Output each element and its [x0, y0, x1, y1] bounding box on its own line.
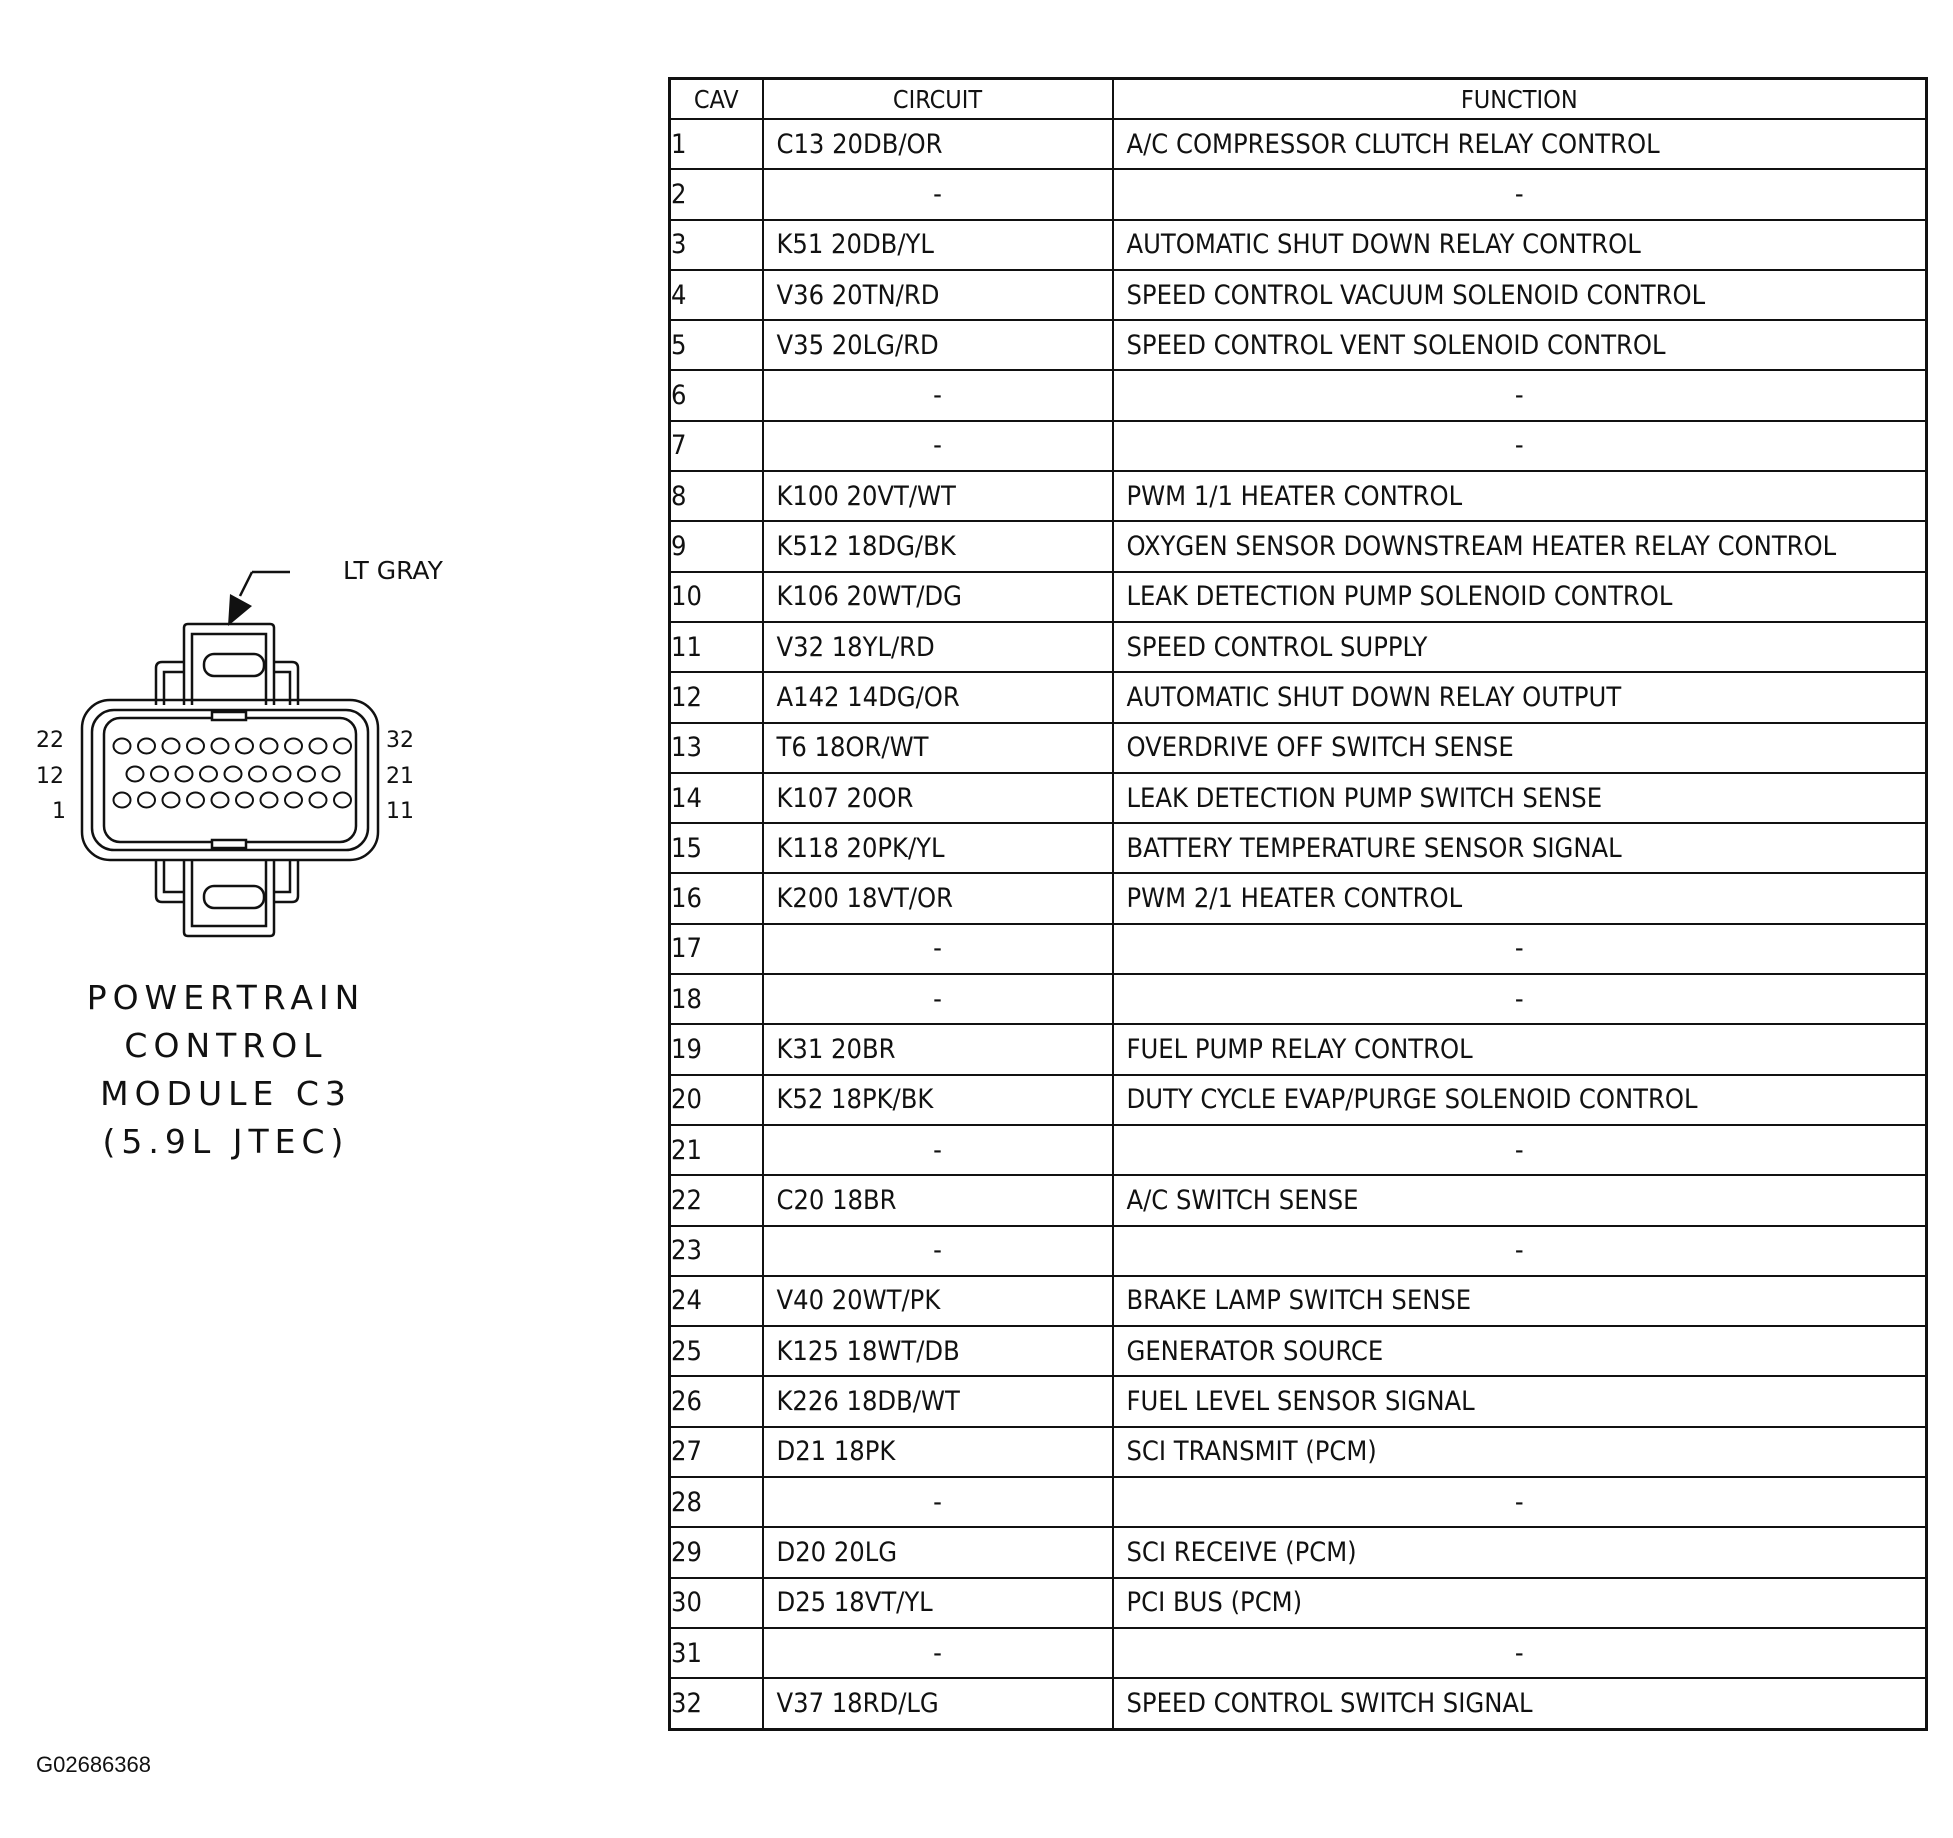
pin-hole	[334, 739, 351, 754]
table-row	[670, 1376, 1927, 1426]
table-row	[670, 320, 1927, 370]
circuit-cell: K226 18DB/WT	[763, 1376, 1113, 1426]
pin-hole	[187, 793, 204, 808]
pinout-table	[668, 77, 1928, 1731]
pin-hole	[298, 767, 315, 782]
table-row	[670, 270, 1927, 320]
table-row	[670, 823, 1927, 873]
function-cell: BATTERY TEMPERATURE SENSOR SIGNAL	[1113, 823, 1927, 873]
circuit-cell: C20 18BR	[763, 1175, 1113, 1225]
table-row	[670, 672, 1927, 722]
cav-cell: 11	[670, 622, 763, 672]
function-cell: SPEED CONTROL SWITCH SIGNAL	[1113, 1678, 1927, 1729]
cav-cell: 13	[670, 723, 763, 773]
function-cell: -	[1113, 169, 1927, 219]
function-cell: BRAKE LAMP SWITCH SENSE	[1113, 1276, 1927, 1326]
cav-cell: 23	[670, 1226, 763, 1276]
function-cell: -	[1113, 924, 1927, 974]
cav-cell: 26	[670, 1376, 763, 1426]
connector-title-line-1: POWERTRAIN	[86, 978, 366, 1017]
circuit-cell: -	[763, 1628, 1113, 1678]
table-row	[670, 521, 1927, 571]
table-row	[670, 622, 1927, 672]
cav-cell: 2	[670, 169, 763, 219]
cav-cell: 3	[670, 220, 763, 270]
connector-top-latch	[156, 624, 298, 705]
function-cell: PWM 2/1 HEATER CONTROL	[1113, 873, 1927, 923]
table-row	[670, 471, 1927, 521]
function-cell: AUTOMATIC SHUT DOWN RELAY OUTPUT	[1113, 672, 1927, 722]
cav-cell: 7	[670, 421, 763, 471]
table-row	[670, 723, 1927, 773]
table-row	[670, 1175, 1927, 1225]
function-cell: FUEL PUMP RELAY CONTROL	[1113, 1024, 1927, 1074]
connector-color-label: LT GRAY	[343, 556, 443, 585]
table-row	[670, 1427, 1927, 1477]
circuit-cell: K125 18WT/DB	[763, 1326, 1113, 1376]
circuit-cell: K100 20VT/WT	[763, 471, 1113, 521]
table-row	[670, 1477, 1927, 1527]
table-row	[670, 169, 1927, 219]
table-row	[670, 1527, 1927, 1577]
table-row	[670, 119, 1927, 169]
table-row	[670, 924, 1927, 974]
connector-bottom-latch	[156, 860, 298, 936]
table-row	[670, 1578, 1927, 1628]
circuit-cell: V35 20LG/RD	[763, 320, 1113, 370]
circuit-cell: K118 20PK/YL	[763, 823, 1113, 873]
table-row	[670, 1628, 1927, 1678]
circuit-cell: -	[763, 974, 1113, 1024]
pin-hole	[138, 739, 155, 754]
circuit-cell: K512 18DG/BK	[763, 521, 1113, 571]
pin-hole	[249, 767, 266, 782]
pin-hole	[323, 767, 340, 782]
cav-cell: 18	[670, 974, 763, 1024]
function-cell: OVERDRIVE OFF SWITCH SENSE	[1113, 723, 1927, 773]
table-row	[670, 773, 1927, 823]
cav-cell: 27	[670, 1427, 763, 1477]
circuit-cell: -	[763, 370, 1113, 420]
circuit-cell: -	[763, 421, 1113, 471]
circuit-cell: K107 20OR	[763, 773, 1113, 823]
table-row	[670, 1024, 1927, 1074]
pin-hole	[236, 793, 253, 808]
pin-hole	[212, 793, 229, 808]
circuit-cell: A142 14DG/OR	[763, 672, 1113, 722]
pin-hole	[163, 793, 180, 808]
function-cell: LEAK DETECTION PUMP SOLENOID CONTROL	[1113, 572, 1927, 622]
cav-cell: 10	[670, 572, 763, 622]
table-row	[670, 974, 1927, 1024]
connector-diagram	[0, 0, 480, 1000]
connector-title-line-4: (5.9L JTEC)	[102, 1122, 350, 1161]
cav-cell: 29	[670, 1527, 763, 1577]
circuit-cell: V37 18RD/LG	[763, 1678, 1113, 1729]
pin-hole	[127, 767, 144, 782]
pin-label-12: 12	[36, 764, 64, 789]
function-cell: FUEL LEVEL SENSOR SIGNAL	[1113, 1376, 1927, 1426]
pin-hole	[285, 793, 302, 808]
function-cell: DUTY CYCLE EVAP/PURGE SOLENOID CONTROL	[1113, 1075, 1927, 1125]
image-id: G02686368	[36, 1752, 151, 1777]
function-cell: SPEED CONTROL VENT SOLENOID CONTROL	[1113, 320, 1927, 370]
circuit-cell: K106 20WT/DG	[763, 572, 1113, 622]
function-cell: -	[1113, 1125, 1927, 1175]
circuit-cell: V40 20WT/PK	[763, 1276, 1113, 1326]
cav-cell: 30	[670, 1578, 763, 1628]
function-cell: -	[1113, 1477, 1927, 1527]
pin-label-21: 21	[386, 764, 414, 789]
pin-holes	[114, 739, 352, 808]
header-cav: CAV	[670, 79, 763, 120]
pin-hole	[200, 767, 217, 782]
circuit-cell: D21 18PK	[763, 1427, 1113, 1477]
pin-hole	[334, 793, 351, 808]
cav-cell: 16	[670, 873, 763, 923]
cav-cell: 25	[670, 1326, 763, 1376]
pin-label-11: 11	[386, 799, 414, 824]
circuit-cell: -	[763, 1477, 1113, 1527]
function-cell: -	[1113, 421, 1927, 471]
cav-cell: 24	[670, 1276, 763, 1326]
cav-cell: 4	[670, 270, 763, 320]
function-cell: PWM 1/1 HEATER CONTROL	[1113, 471, 1927, 521]
pin-hole	[114, 793, 131, 808]
table-row	[670, 220, 1927, 270]
function-cell: SCI RECEIVE (PCM)	[1113, 1527, 1927, 1577]
circuit-cell: -	[763, 169, 1113, 219]
pin-hole	[163, 739, 180, 754]
cav-cell: 9	[670, 521, 763, 571]
circuit-cell: K52 18PK/BK	[763, 1075, 1113, 1125]
pin-hole	[261, 739, 278, 754]
table-row	[670, 1276, 1927, 1326]
function-cell: OXYGEN SENSOR DOWNSTREAM HEATER RELAY CONTROL	[1113, 521, 1927, 571]
function-cell: -	[1113, 1226, 1927, 1276]
header-function: FUNCTION	[1113, 79, 1927, 120]
function-cell: A/C SWITCH SENSE	[1113, 1175, 1927, 1225]
table-row	[670, 873, 1927, 923]
cav-cell: 20	[670, 1075, 763, 1125]
pin-hole	[225, 767, 242, 782]
cav-cell: 22	[670, 1175, 763, 1225]
circuit-cell: -	[763, 924, 1113, 974]
table-row	[670, 1326, 1927, 1376]
circuit-cell: K51 20DB/YL	[763, 220, 1113, 270]
table-row	[670, 1678, 1927, 1729]
function-cell: -	[1113, 1628, 1927, 1678]
function-cell: SCI TRANSMIT (PCM)	[1113, 1427, 1927, 1477]
circuit-cell: -	[763, 1125, 1113, 1175]
circuit-cell: D20 20LG	[763, 1527, 1113, 1577]
function-cell: LEAK DETECTION PUMP SWITCH SENSE	[1113, 773, 1927, 823]
function-cell: SPEED CONTROL VACUUM SOLENOID CONTROL	[1113, 270, 1927, 320]
pin-hole	[310, 739, 327, 754]
table-row	[670, 1125, 1927, 1175]
pin-label-22: 22	[36, 728, 64, 753]
connector-title-line-3: MODULE C3	[100, 1074, 352, 1113]
circuit-cell: D25 18VT/YL	[763, 1578, 1113, 1628]
pin-hole	[187, 739, 204, 754]
connector-title-line-2: CONTROL	[124, 1026, 328, 1065]
cav-cell: 17	[670, 924, 763, 974]
table-row	[670, 1075, 1927, 1125]
cav-cell: 1	[670, 119, 763, 169]
function-cell: -	[1113, 974, 1927, 1024]
pin-hole	[274, 767, 291, 782]
function-cell: -	[1113, 370, 1927, 420]
table-row	[670, 572, 1927, 622]
cav-cell: 12	[670, 672, 763, 722]
pin-hole	[151, 767, 168, 782]
circuit-cell: -	[763, 1226, 1113, 1276]
cav-cell: 15	[670, 823, 763, 873]
cav-cell: 8	[670, 471, 763, 521]
pin-hole	[285, 739, 302, 754]
circuit-cell: C13 20DB/OR	[763, 119, 1113, 169]
circuit-cell: T6 18OR/WT	[763, 723, 1113, 773]
header-circuit: CIRCUIT	[763, 79, 1113, 120]
pin-label-1: 1	[52, 799, 66, 824]
pinout-body	[670, 119, 1927, 1730]
pin-hole	[236, 739, 253, 754]
circuit-cell: V32 18YL/RD	[763, 622, 1113, 672]
table-row	[670, 421, 1927, 471]
pin-hole	[212, 739, 229, 754]
cav-cell: 19	[670, 1024, 763, 1074]
cav-cell: 28	[670, 1477, 763, 1527]
pin-hole	[261, 793, 278, 808]
cav-cell: 5	[670, 320, 763, 370]
function-cell: AUTOMATIC SHUT DOWN RELAY CONTROL	[1113, 220, 1927, 270]
table-header-row	[670, 79, 1927, 120]
circuit-cell: K200 18VT/OR	[763, 873, 1113, 923]
function-cell: SPEED CONTROL SUPPLY	[1113, 622, 1927, 672]
table-row	[670, 1226, 1927, 1276]
cav-cell: 21	[670, 1125, 763, 1175]
circuit-cell: K31 20BR	[763, 1024, 1113, 1074]
table-row	[670, 370, 1927, 420]
circuit-cell: V36 20TN/RD	[763, 270, 1113, 320]
lt-gray-pointer	[228, 572, 290, 626]
pin-hole	[310, 793, 327, 808]
cav-cell: 31	[670, 1628, 763, 1678]
pin-hole	[176, 767, 193, 782]
pin-label-32: 32	[386, 728, 414, 753]
cav-cell: 6	[670, 370, 763, 420]
cav-cell: 14	[670, 773, 763, 823]
function-cell: A/C COMPRESSOR CLUTCH RELAY CONTROL	[1113, 119, 1927, 169]
function-cell: GENERATOR SOURCE	[1113, 1326, 1927, 1376]
pin-hole	[114, 739, 131, 754]
cav-cell: 32	[670, 1678, 763, 1729]
pin-hole	[138, 793, 155, 808]
function-cell: PCI BUS (PCM)	[1113, 1578, 1927, 1628]
